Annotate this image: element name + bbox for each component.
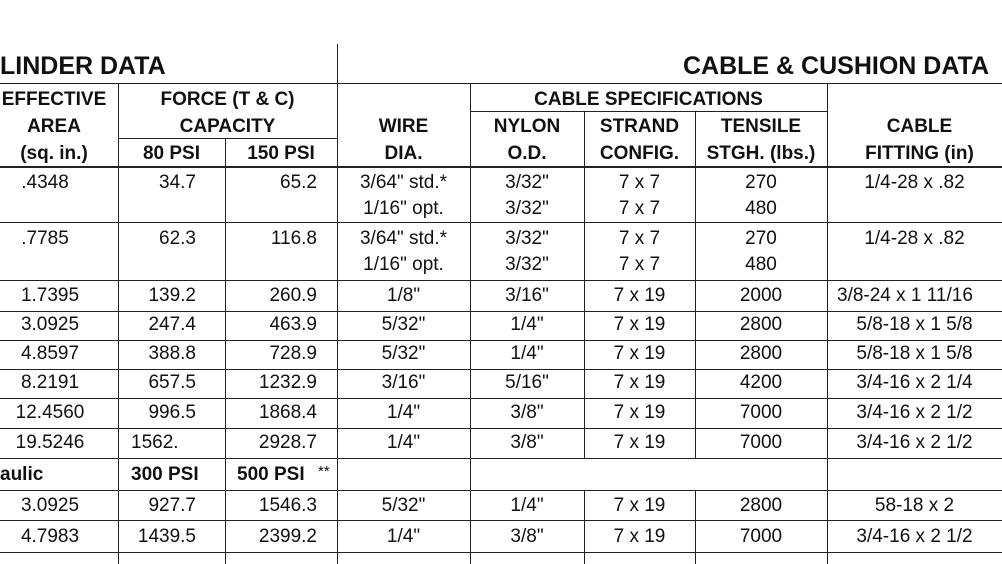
force-header-1: FORCE (T & C) bbox=[160, 89, 295, 110]
fitting-cell: 3/4-16 x 2 1/2 bbox=[856, 402, 973, 423]
wire-cell: 5/32" bbox=[381, 495, 426, 516]
hydraulic-label: aulic bbox=[0, 464, 44, 485]
tensile-cell: 270 bbox=[745, 228, 777, 249]
force500-cell: 1546.3 bbox=[258, 495, 317, 516]
wire-cell: 1/4" bbox=[386, 432, 421, 453]
tensile-cell: 7000 bbox=[739, 432, 783, 453]
wire-header-2: DIA. bbox=[384, 143, 423, 164]
psi500-header: 500 PSI bbox=[237, 464, 305, 485]
force150-cell: 65.2 bbox=[280, 172, 317, 193]
tensile-cell: 2000 bbox=[739, 285, 783, 306]
wire-header-1: WIRE bbox=[378, 116, 429, 137]
wire-cell: 5/32" bbox=[381, 343, 426, 364]
fitting-cell: 3/8-24 x 1 11/16 bbox=[837, 285, 973, 306]
force150-cell: 260.9 bbox=[269, 285, 317, 306]
force80-cell: 139.2 bbox=[148, 285, 196, 306]
row-line bbox=[0, 340, 1002, 341]
fitting-cell: 3/4-16 x 2 1/2 bbox=[856, 432, 973, 453]
fitting-header-2: FITTING (in) bbox=[865, 143, 974, 164]
wire-cell: 3/64" std.* bbox=[359, 172, 448, 193]
strand-cell: 7 x 19 bbox=[613, 432, 666, 453]
effective-area-header-2: AREA bbox=[27, 116, 81, 137]
tensile-cell: 480 bbox=[745, 198, 777, 219]
strand-cell: 7 x 19 bbox=[613, 526, 666, 547]
wire-cell: 1/16" opt. bbox=[363, 198, 444, 219]
force80-cell: 1562. bbox=[131, 432, 179, 453]
strand-cell: 7 x 19 bbox=[613, 285, 666, 306]
area-cell: 19.5246 bbox=[15, 432, 85, 453]
fitting-cell: 3/4-16 x 2 1/4 bbox=[856, 372, 973, 393]
tensile-header-2: STGH. (lbs.) bbox=[706, 143, 816, 164]
area-cell: 12.4560 bbox=[15, 402, 85, 423]
tensile-cell: 2800 bbox=[739, 343, 783, 364]
psi80-header: 80 PSI bbox=[142, 143, 201, 164]
fitting-header-1: CABLE bbox=[886, 116, 953, 137]
tensile-cell: 2800 bbox=[739, 314, 783, 335]
area-cell: 3.0925 bbox=[20, 314, 80, 335]
wire-cell: 5/32" bbox=[381, 314, 426, 335]
row-line bbox=[0, 311, 1002, 312]
force300-cell: 1439.5 bbox=[137, 526, 196, 547]
wire-cell: 1/8" bbox=[386, 285, 421, 306]
nylon-header-2: O.D. bbox=[507, 143, 547, 164]
fitting-cell: 58-18 x 2 bbox=[874, 495, 955, 516]
tensile-cell: 7000 bbox=[739, 526, 783, 547]
strand-cell: 7 x 19 bbox=[613, 495, 666, 516]
nylon-cell: 1/4" bbox=[510, 343, 544, 364]
wire-cell: 3/16" bbox=[381, 372, 426, 393]
wire-cell: 1/4" bbox=[386, 402, 421, 423]
psi300-header: 300 PSI bbox=[131, 464, 199, 485]
strand-cell: 7 x 7 bbox=[618, 198, 661, 219]
cable-spec-line bbox=[470, 111, 827, 112]
wire-cell: 1/16" opt. bbox=[363, 254, 444, 275]
area-cell: 4.8597 bbox=[20, 343, 80, 364]
fitting-cell: 1/4-28 x .82 bbox=[864, 172, 965, 193]
area-cell: 3.0925 bbox=[20, 495, 80, 516]
nylon-cell: 3/32" bbox=[505, 228, 549, 249]
fitting-cell: 3/4-16 x 2 1/2 bbox=[856, 526, 973, 547]
strand-cell: 7 x 19 bbox=[613, 314, 666, 335]
row-line bbox=[0, 552, 1002, 553]
strand-header-2: CONFIG. bbox=[599, 143, 680, 164]
psi150-header: 150 PSI bbox=[247, 143, 315, 164]
force150-cell: 1868.4 bbox=[258, 402, 317, 423]
force80-cell: 388.8 bbox=[148, 343, 196, 364]
force80-cell: 62.3 bbox=[159, 228, 196, 249]
title-underline bbox=[0, 83, 1002, 84]
tensile-cell: 2800 bbox=[739, 495, 783, 516]
nylon-cell: 3/32" bbox=[505, 172, 549, 193]
area-cell: .4348 bbox=[21, 172, 69, 193]
row-line bbox=[0, 398, 1002, 399]
row-line bbox=[0, 490, 1002, 491]
tensile-cell: 7000 bbox=[739, 402, 783, 423]
nylon-cell: 3/32" bbox=[505, 254, 549, 275]
tensile-cell: 4200 bbox=[739, 372, 783, 393]
nylon-header-1: NYLON bbox=[493, 116, 561, 137]
wire-cell: 3/64" std.* bbox=[359, 228, 448, 249]
nylon-cell: 1/4" bbox=[510, 495, 544, 516]
nylon-cell: 5/16" bbox=[505, 372, 549, 393]
area-cell: 4.7983 bbox=[20, 526, 80, 547]
force150-cell: 2928.7 bbox=[258, 432, 317, 453]
nylon-cell: 3/8" bbox=[510, 526, 544, 547]
row-line bbox=[0, 428, 1002, 429]
cable-spec-header: CABLE SPECIFICATIONS bbox=[534, 89, 763, 110]
effective-area-header-1: EFFECTIVE bbox=[1, 89, 107, 110]
strand-cell: 7 x 19 bbox=[613, 372, 666, 393]
nylon-cell: 3/8" bbox=[510, 432, 544, 453]
row-line bbox=[0, 280, 1002, 281]
effective-area-header-3: (sq. in.) bbox=[20, 143, 88, 164]
strand-header-1: STRAND bbox=[599, 116, 680, 137]
force150-cell: 728.9 bbox=[269, 343, 317, 364]
nylon-cell: 1/4" bbox=[510, 314, 544, 335]
area-cell: 8.2191 bbox=[20, 372, 80, 393]
force150-cell: 116.8 bbox=[270, 228, 317, 249]
force150-cell: 1232.9 bbox=[258, 372, 317, 393]
force80-cell: 996.5 bbox=[148, 402, 196, 423]
force-header-2: CAPACITY bbox=[179, 116, 276, 137]
fitting-cell: 5/8-18 x 1 5/8 bbox=[856, 314, 973, 335]
force80-cell: 657.5 bbox=[148, 372, 196, 393]
strand-cell: 7 x 7 bbox=[618, 228, 661, 249]
cylinder-data-title: LINDER DATA bbox=[0, 52, 166, 80]
cable-data-title: CABLE & CUSHION DATA bbox=[683, 52, 990, 80]
row-line bbox=[0, 222, 1002, 223]
area-cell: .7785 bbox=[21, 228, 69, 249]
nylon-cell: 3/32" bbox=[505, 198, 549, 219]
force300-cell: 927.7 bbox=[148, 495, 196, 516]
force150-cell: 463.9 bbox=[269, 314, 317, 335]
strand-cell: 7 x 7 bbox=[618, 254, 661, 275]
nylon-cell: 3/16" bbox=[505, 285, 549, 306]
wire-cell: 1/4" bbox=[386, 526, 421, 547]
area-cell: 1.7395 bbox=[20, 285, 80, 306]
strand-cell: 7 x 19 bbox=[613, 343, 666, 364]
force-subheader-line bbox=[118, 138, 337, 139]
psi500-note: ** bbox=[318, 463, 330, 480]
row-line bbox=[0, 458, 1002, 459]
force500-cell: 2399.2 bbox=[258, 526, 317, 547]
force80-cell: 247.4 bbox=[148, 314, 196, 335]
tensile-cell: 270 bbox=[745, 172, 777, 193]
row-line bbox=[0, 520, 1002, 521]
strand-cell: 7 x 19 bbox=[613, 402, 666, 423]
row-line bbox=[0, 369, 1002, 370]
fitting-cell: 5/8-18 x 1 5/8 bbox=[856, 343, 973, 364]
fitting-cell: 1/4-28 x .82 bbox=[864, 228, 965, 249]
strand-cell: 7 x 7 bbox=[618, 172, 661, 193]
force80-cell: 34.7 bbox=[159, 172, 196, 193]
tensile-cell: 480 bbox=[745, 254, 777, 275]
header-bottom-line bbox=[0, 166, 1002, 168]
tensile-header-1: TENSILE bbox=[720, 116, 802, 137]
nylon-cell: 3/8" bbox=[510, 402, 544, 423]
